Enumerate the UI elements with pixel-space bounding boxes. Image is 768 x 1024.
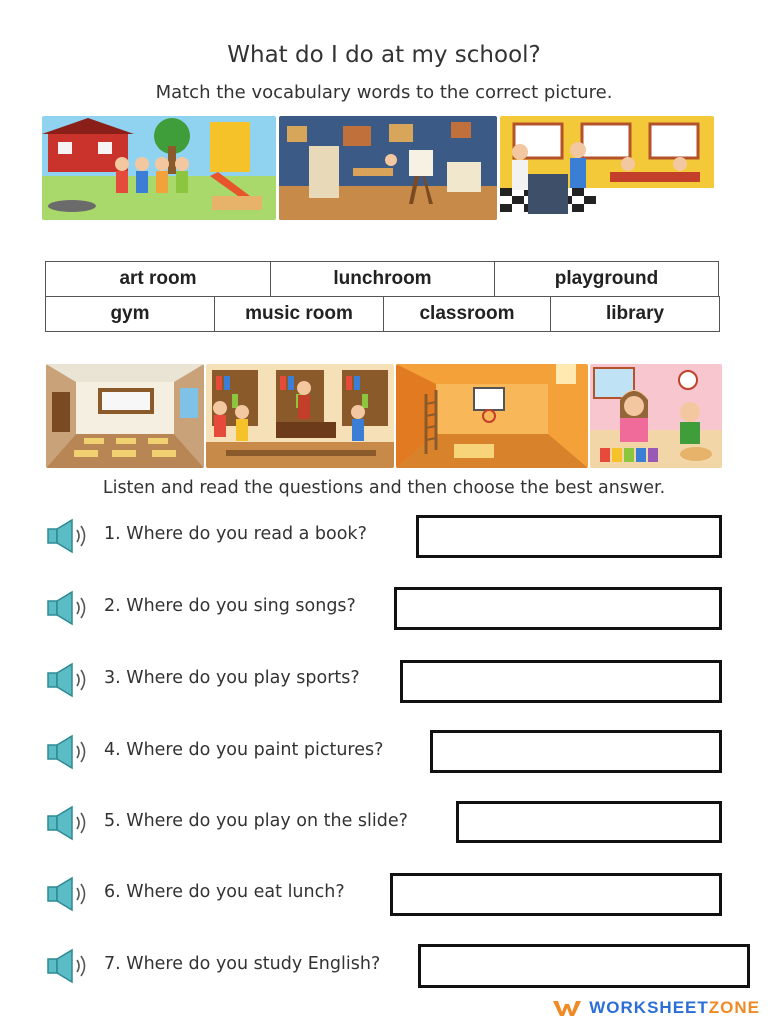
vocab-word: gym (45, 296, 215, 332)
answer-box[interactable] (394, 587, 722, 630)
answer-box[interactable] (390, 873, 722, 916)
instructions-text: Listen and read the questions and then choose the best answer. (102, 478, 666, 498)
question-text: 7. Where do you study English? (104, 954, 381, 974)
vocab-row-1 (46, 262, 720, 297)
question-row-5 (46, 801, 726, 845)
vocab-word: lunchroom (270, 261, 495, 297)
page-title: What do I do at my school? (227, 42, 541, 68)
vocab-word: art room (45, 261, 271, 297)
question-row-1 (46, 514, 726, 558)
art-room-picture (279, 116, 497, 220)
speaker-icon[interactable] (46, 805, 94, 841)
answer-box[interactable] (400, 660, 722, 703)
question-row-4 (46, 730, 726, 774)
question-text: 1. Where do you read a book? (104, 524, 367, 544)
lunchroom-picture (500, 116, 714, 220)
speaker-icon[interactable] (46, 590, 94, 626)
footer-logo (553, 998, 760, 1018)
question-text: 5. Where do you play on the slide? (104, 811, 408, 831)
school-playground-picture (42, 116, 276, 220)
question-row-6 (46, 872, 726, 916)
question-text: 3. Where do you play sports? (104, 668, 360, 688)
question-row-3 (46, 658, 726, 702)
question-text: 6. Where do you eat lunch? (104, 882, 345, 902)
speaker-icon[interactable] (46, 948, 94, 984)
classroom-picture (46, 364, 204, 468)
footer-brand (589, 998, 760, 1018)
answer-box[interactable] (430, 730, 722, 773)
top-pictures (42, 116, 714, 220)
vocab-word: playground (494, 261, 719, 297)
question-text: 4. Where do you paint pictures? (104, 740, 384, 760)
speaker-icon[interactable] (46, 734, 94, 770)
bottom-pictures (46, 364, 722, 468)
page-subtitle: Match the vocabulary words to the correct picture. (155, 82, 613, 103)
question-text: 2. Where do you sing songs? (104, 596, 356, 616)
worksheetzone-logo-icon (553, 999, 581, 1017)
speaker-icon[interactable] (46, 662, 94, 698)
gym-picture (396, 364, 588, 468)
question-row-2 (46, 586, 726, 630)
library-picture (206, 364, 394, 468)
answer-box[interactable] (416, 515, 722, 558)
question-row-7 (46, 944, 752, 988)
speaker-icon[interactable] (46, 876, 94, 912)
music-room-picture (590, 364, 722, 468)
vocab-word: music room (214, 296, 384, 332)
footer-brand-part-1: WORKSHEET (589, 998, 709, 1017)
answer-box[interactable] (418, 944, 750, 988)
vocab-row-2 (46, 297, 720, 332)
answer-box[interactable] (456, 801, 722, 843)
vocab-word: classroom (383, 296, 551, 332)
vocab-word: library (550, 296, 720, 332)
speaker-icon[interactable] (46, 518, 94, 554)
footer-brand-part-2: ZONE (708, 998, 760, 1017)
